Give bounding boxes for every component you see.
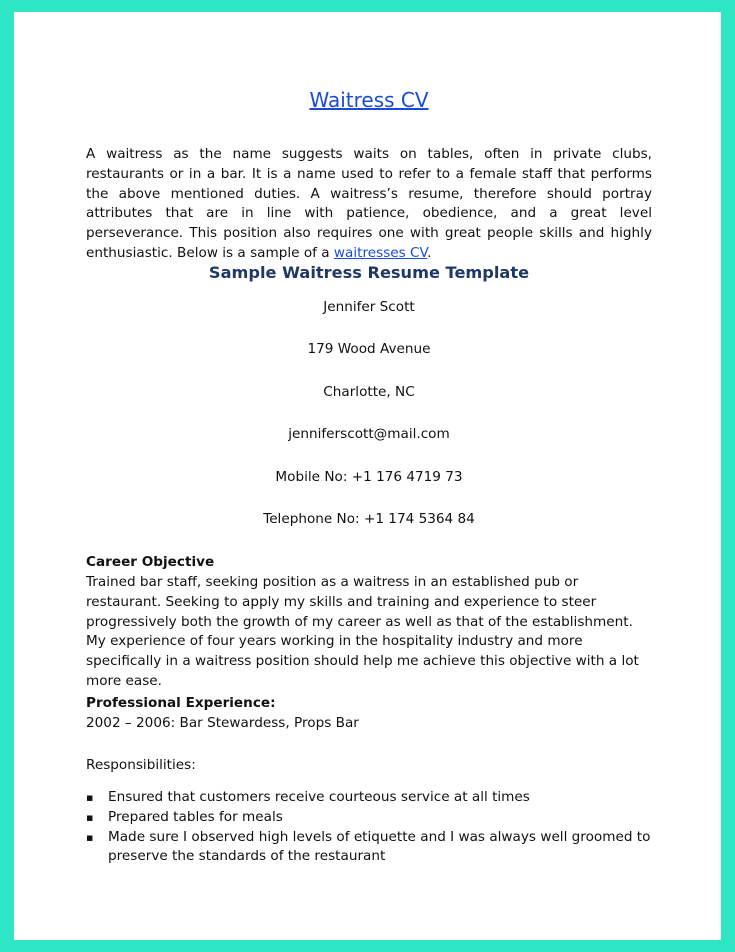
- contact-name: Jennifer Scott: [323, 299, 415, 315]
- intro-text: A waitress as the name suggests waits on tables, often in private clubs, restaurants or in a bar. It is a name used to refer to a female staff that performs the above mentioned duties. A waitress’s resume, therefore should portray attributes that are in line with patience, obedience, and a great level perseverance. This position also requires one with great people skills and highly enthusiastic. Below is a sample of a: [86, 146, 652, 261]
- responsibilities-list: [86, 788, 652, 867]
- contact-telephone: Telephone No: +1 174 5364 84: [263, 511, 475, 527]
- contact-city: Charlotte, NC: [323, 384, 415, 400]
- contact-mobile: Mobile No: +1 176 4719 73: [275, 469, 463, 485]
- sample-resume-title: Sample Waitress Resume Template: [208, 263, 530, 282]
- waitresses-cv-link[interactable]: waitresses CV: [333, 244, 428, 261]
- intro-end: .: [427, 244, 432, 261]
- list-item: ▪ Prepared tables for meals: [86, 808, 652, 828]
- intro-paragraph: [86, 145, 652, 264]
- contact-address: 179 Wood Avenue: [307, 341, 431, 357]
- contact-email: jenniferscott@mail.com: [288, 426, 450, 442]
- job-entry: 2002 – 2006: Bar Stewardess, Props Bar: [86, 715, 359, 731]
- list-item: ▪ Made sure I observed high levels of etiquette and I was always well groomed to preserve the standards of the restaurant: [86, 828, 652, 868]
- career-objective-heading: Career Objective: [86, 554, 215, 570]
- career-objective-text: Trained bar staff, seeking position as a waitress in an established pub or restaurant. Seeking to apply my skills and training and experience to steer progressively both the growth of my career as well as that of the establishment. My experience of four years working in the hospitality industry and more specifically in a waitress position should help me achieve this objective with a lot more ease.: [86, 574, 639, 689]
- professional-experience-heading: Professional Experience:: [86, 695, 276, 711]
- list-item: ▪ Ensured that customers receive courteous service at all times: [86, 788, 652, 808]
- responsibilities-label: Responsibilities:: [86, 757, 196, 773]
- page-title: Waitress CV: [309, 88, 429, 112]
- document-page: [14, 12, 721, 940]
